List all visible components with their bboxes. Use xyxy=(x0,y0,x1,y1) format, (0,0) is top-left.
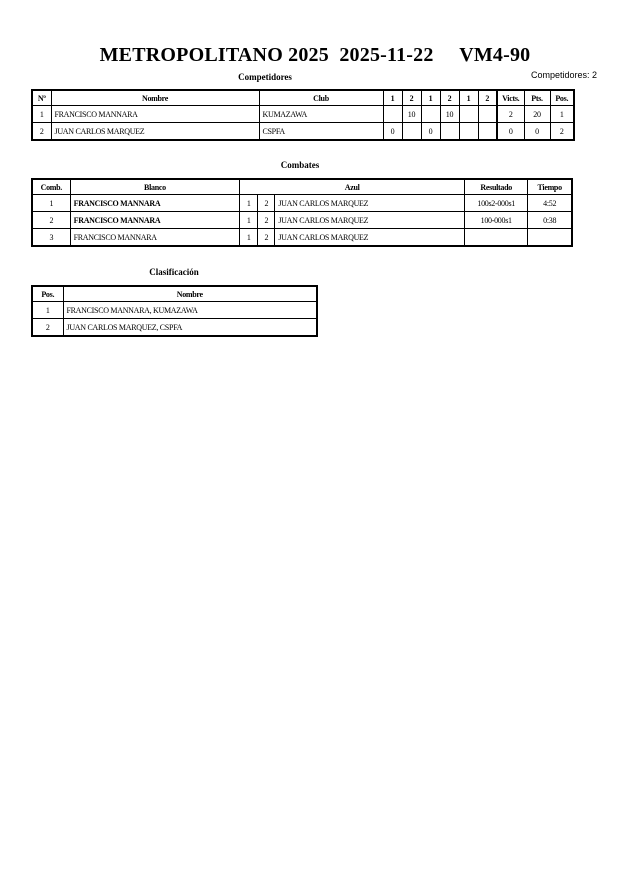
clasificacion-heading: Clasificación xyxy=(149,267,199,277)
clasificacion-table xyxy=(31,285,318,337)
clasificacion-header-row xyxy=(32,286,317,302)
points-cell: 0 xyxy=(524,123,550,141)
col-name: Nombre xyxy=(51,90,259,106)
blanco-seed: 1 xyxy=(240,195,258,212)
competitors-heading: Competidores xyxy=(238,72,292,82)
competitors-table xyxy=(31,89,575,141)
combat-row xyxy=(32,229,572,247)
blanco-name: FRANCISCO MANNARA xyxy=(70,229,240,247)
score-cell: 10 xyxy=(402,106,421,123)
score-cell xyxy=(383,106,402,123)
score-cell: 10 xyxy=(440,106,459,123)
score-cell xyxy=(478,106,497,123)
azul-name: JUAN CARLOS MARQUEZ xyxy=(275,229,465,247)
score-cell xyxy=(459,106,478,123)
azul-seed: 2 xyxy=(258,229,275,247)
col-tiempo: Tiempo xyxy=(528,179,572,195)
col-nombre: Nombre xyxy=(63,286,317,302)
combat-number: 2 xyxy=(32,212,70,229)
ranking-position: 2 xyxy=(32,319,63,337)
col-resultado: Resultado xyxy=(465,179,528,195)
blanco-seed: 1 xyxy=(240,212,258,229)
competitor-club: KUMAZAWA xyxy=(259,106,383,123)
ranking-name: JUAN CARLOS MARQUEZ, CSPFA xyxy=(63,319,317,337)
combat-result xyxy=(465,229,528,247)
combat-time: 4:52 xyxy=(528,195,572,212)
azul-seed: 2 xyxy=(258,212,275,229)
combates-table xyxy=(31,178,573,247)
blanco-name: FRANCISCO MANNARA xyxy=(70,195,240,212)
competitors-header-row xyxy=(32,90,574,106)
col-azul: Azul xyxy=(240,179,465,195)
ranking-position: 1 xyxy=(32,302,63,319)
page-title: METROPOLITANO 2025 2025-11-22 VM4-90 xyxy=(99,44,531,66)
victories-cell: 2 xyxy=(497,106,524,123)
col-score-3: 1 xyxy=(421,90,440,106)
col-pos: Pos. xyxy=(32,286,63,302)
competitor-number: 2 xyxy=(32,123,51,141)
col-number: Nº xyxy=(32,90,51,106)
combates-heading: Combates xyxy=(280,160,320,170)
blanco-seed: 1 xyxy=(240,229,258,247)
combat-time: 0:38 xyxy=(528,212,572,229)
combat-row xyxy=(32,195,572,212)
score-cell xyxy=(421,106,440,123)
ranking-name: FRANCISCO MANNARA, KUMAZAWA xyxy=(63,302,317,319)
combat-time xyxy=(528,229,572,247)
competitor-name: FRANCISCO MANNARA xyxy=(51,106,259,123)
blanco-name: FRANCISCO MANNARA xyxy=(70,212,240,229)
competitor-name: JUAN CARLOS MARQUEZ xyxy=(51,123,259,141)
col-score-1: 1 xyxy=(383,90,402,106)
col-club: Club xyxy=(259,90,383,106)
combat-number: 1 xyxy=(32,195,70,212)
score-cell xyxy=(440,123,459,141)
azul-seed: 2 xyxy=(258,195,275,212)
col-score-5: 1 xyxy=(459,90,478,106)
combates-header-row xyxy=(32,179,572,195)
col-blanco: Blanco xyxy=(70,179,240,195)
victories-cell: 0 xyxy=(497,123,524,141)
col-points: Pts. xyxy=(524,90,550,106)
combat-number: 3 xyxy=(32,229,70,247)
score-cell xyxy=(459,123,478,141)
score-cell xyxy=(478,123,497,141)
combat-result: 100-000s1 xyxy=(465,212,528,229)
col-score-2: 2 xyxy=(402,90,421,106)
col-combat-number: Comb. xyxy=(32,179,70,195)
competitors-count: Competidores: 2 xyxy=(531,70,598,80)
azul-name: JUAN CARLOS MARQUEZ xyxy=(275,195,465,212)
competitor-row xyxy=(32,106,574,123)
col-victories: Victs. xyxy=(497,90,524,106)
ranking-row xyxy=(32,302,317,319)
score-cell: 0 xyxy=(383,123,402,141)
competitor-number: 1 xyxy=(32,106,51,123)
col-position: Pos. xyxy=(550,90,574,106)
competitor-club: CSPFA xyxy=(259,123,383,141)
azul-name: JUAN CARLOS MARQUEZ xyxy=(275,212,465,229)
competitor-row xyxy=(32,123,574,141)
col-score-4: 2 xyxy=(440,90,459,106)
points-cell: 20 xyxy=(524,106,550,123)
score-cell: 0 xyxy=(421,123,440,141)
ranking-row xyxy=(32,319,317,337)
score-cell xyxy=(402,123,421,141)
position-cell: 2 xyxy=(550,123,574,141)
col-score-6: 2 xyxy=(478,90,497,106)
combat-result: 100s2-000s1 xyxy=(465,195,528,212)
position-cell: 1 xyxy=(550,106,574,123)
combat-row xyxy=(32,212,572,229)
